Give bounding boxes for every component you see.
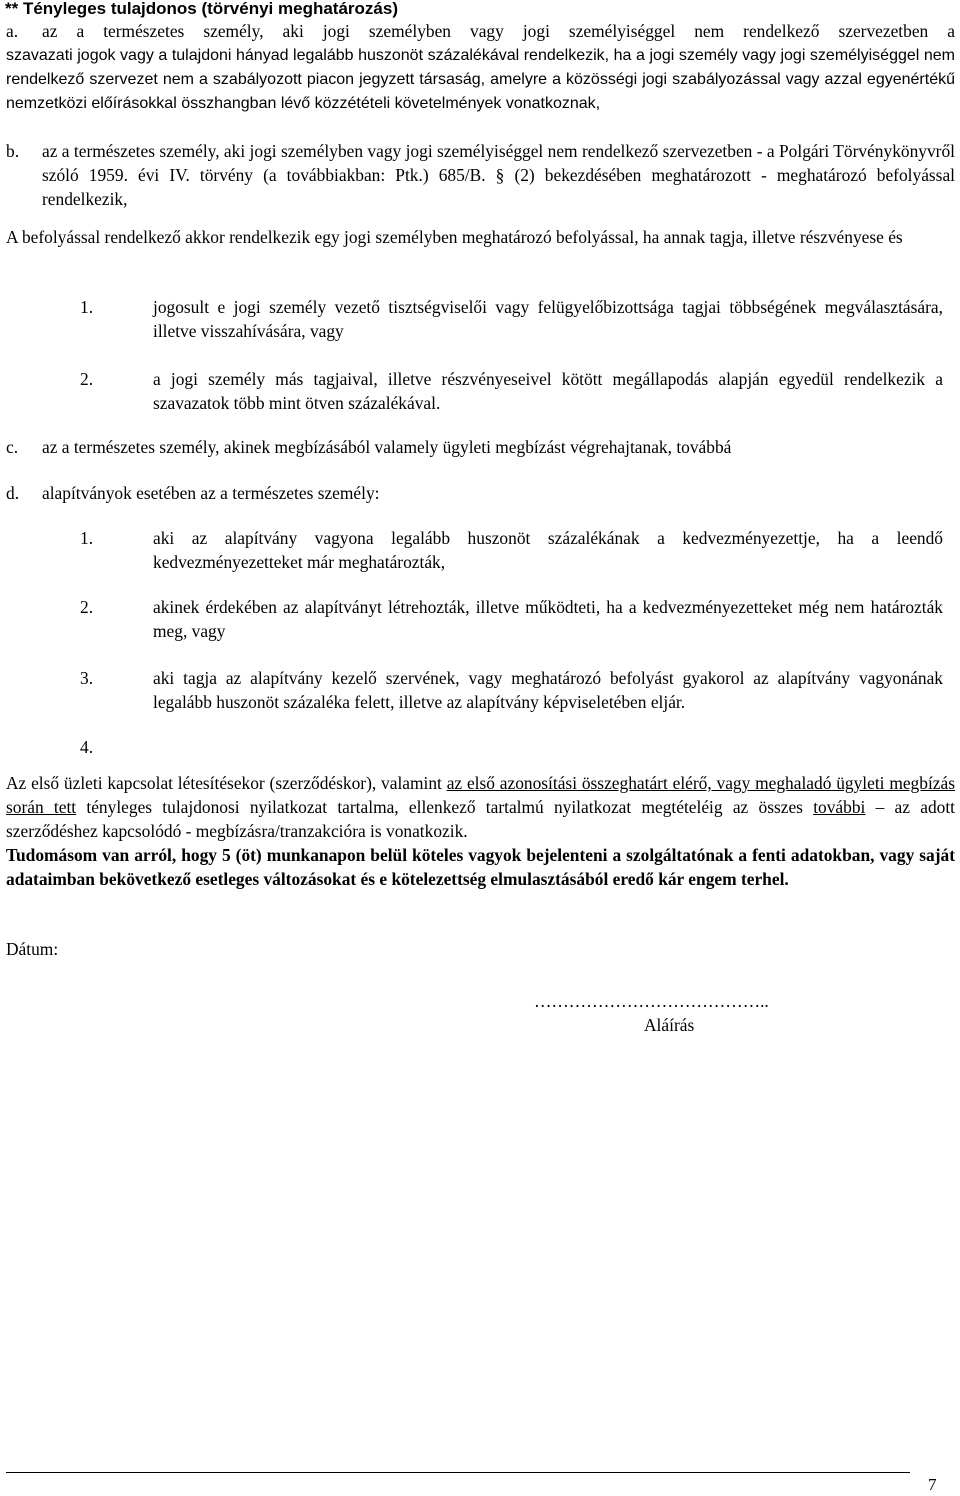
foundation-item-4-number: 4.: [80, 737, 94, 757]
influence-intro: A befolyással rendelkező akkor rendelkezik egy jogi személyben meghatározó befolyással, ha annak tagja, illetve részvényese és: [6, 227, 903, 247]
item-a-marker: a.: [6, 21, 19, 41]
closing-underlined-further: további: [813, 796, 866, 817]
foundation-item-2-text: akinek érdekében az alapítványt létrehozták, illetve működteti, ha a kedvezményezetteket még nem határozták meg, vagy: [153, 597, 943, 641]
page-number: 7: [928, 1475, 937, 1494]
foundation-item-2-number: 2.: [80, 597, 94, 617]
closing-text-part-1: Az első üzleti kapcsolat létesítésekor (szerződéskor), valamint: [6, 773, 447, 793]
item-b-text: az a természetes személy, aki jogi személyben vagy jogi személyiséggel nem rendelkező szervezetben - a Polgári Törvénykönyvről szóló 1959. évi IV. törvény (a továbbiakban: Ptk.) 685/B. § (2) bekezdésében meghatározott - meghatározó befolyással rendelkezik,: [42, 141, 955, 209]
footer-divider: [6, 1472, 910, 1473]
item-a-text: szavazati jogok vagy a tulajdoni hányad legalább huszonöt százalékával rendelkezik, ha a jogi személy vagy jogi személyiséggel nem rendelkező szervezet nem a szabályozott piacon jegyzett társaság, amelyre a közösségi jogi szabályozással vagy azzal egyenértékű nemzetközi előírásokkal összhangban lévő közzétételi követelmények vonatkoznak,: [6, 47, 955, 112]
closing-underlined-threshold: az első azonosítási összeghatárt elérő, vagy meghaladó ügyleti megbízás során tett: [6, 773, 955, 817]
influence-item-1-text: jogosult e jogi személy vezető tisztségviselői vagy felügyelőbizottsága tagjai többségének megválasztására, illetve visszahívására, vagy: [153, 297, 943, 341]
item-d-text: alapítványok esetében az a természetes személy:: [42, 483, 380, 503]
signature-label: Aláírás: [644, 1015, 695, 1035]
influence-item-1-number: 1.: [80, 297, 94, 317]
foundation-item-3-text: aki tagja az alapítvány kezelő szervének, vagy meghatározó befolyást gyakorol az alapítvány vagyonának legalább huszonöt százaléka felett, illetve az alapítvány képviseletében eljár.: [153, 668, 943, 712]
date-label: Dátum:: [6, 939, 59, 959]
foundation-item-1-number: 1.: [80, 528, 94, 548]
item-c-marker: c.: [6, 437, 19, 457]
item-b-marker: b.: [6, 141, 20, 161]
influence-item-2-text: a jogi személy más tagjaival, illetve részvényeseivel kötött megállapodás alapján egyedül rendelkezik a szavazatok több mint ötven százalékával.: [153, 369, 943, 413]
section-title: ** Tényleges tulajdonos (törvényi meghatározás): [5, 0, 398, 18]
item-d-marker: d.: [6, 483, 20, 503]
closing-paragraph: [6, 772, 955, 843]
item-a-first-line: az a természetes személy, aki jogi személyben vagy jogi személyiséggel nem rendelkező szervezetben a: [42, 21, 955, 41]
foundation-item-3-number: 3.: [80, 668, 94, 688]
item-c-text: az a természetes személy, akinek megbízásából valamely ügyleti megbízást végrehajtanak, továbbá: [42, 437, 732, 457]
signature-line: …………………………………..: [534, 991, 769, 1011]
acknowledgement-paragraph: Tudomásom van arról, hogy 5 (öt) munkanapon belül köteles vagyok bejelenteni a szolgáltatónak a fenti adatokban, vagy saját adataimban bekövetkező esetleges változásokat és e kötelezettség elmulasztásából eredő kár engem terhel.: [6, 845, 955, 889]
closing-text-part-3: – az adott szerződéshez kapcsolódó - megbízásra/tranzakcióra is vonatkozik.: [6, 796, 956, 841]
closing-text-part-2: tényleges tulajdonosi nyilatkozat tartalma, ellenkező tartalmú nyilatkozat megtételéig az összes: [76, 796, 814, 817]
foundation-item-1-text: aki az alapítvány vagyona legalább huszonöt százalékának a kedvezményezettje, ha a leendő kedvezményezetteket már meghatározták,: [153, 528, 943, 572]
influence-item-2-number: 2.: [80, 369, 94, 389]
